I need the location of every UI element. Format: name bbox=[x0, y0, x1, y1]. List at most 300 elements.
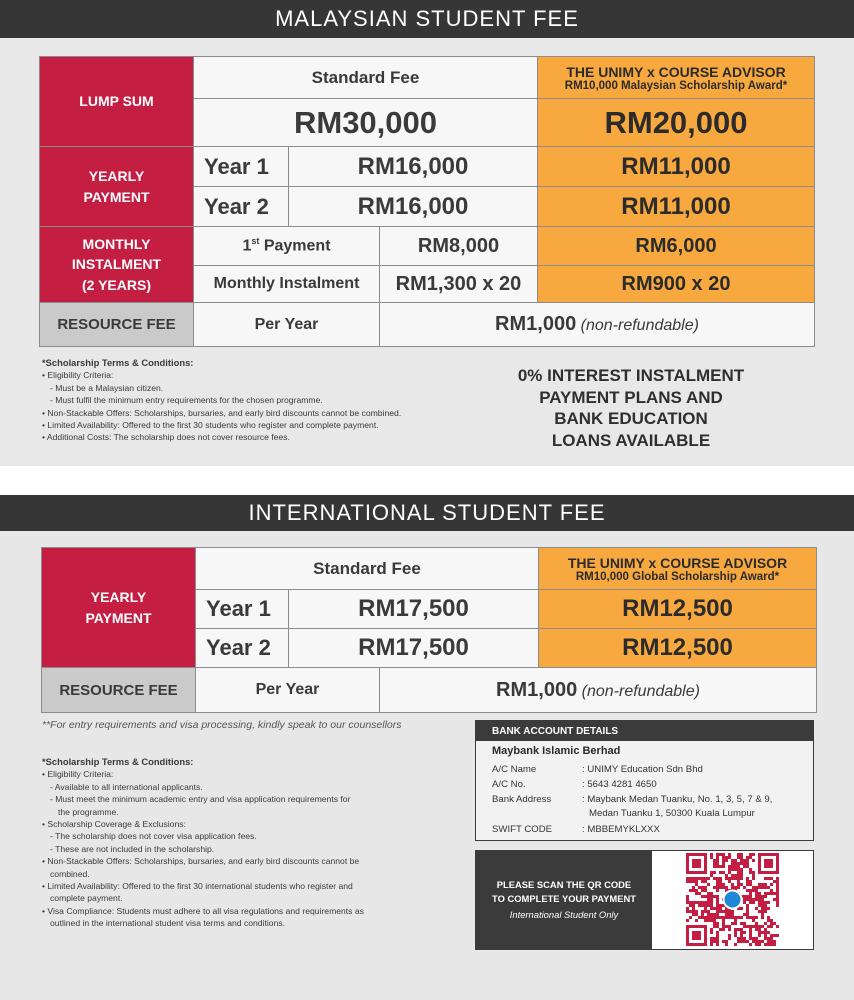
qr-module bbox=[758, 940, 761, 943]
qr-module bbox=[710, 856, 713, 859]
bank-row-address bbox=[492, 793, 802, 821]
qr-module bbox=[758, 931, 761, 934]
qr-module bbox=[713, 871, 716, 874]
qr-module bbox=[725, 916, 728, 919]
qr-module bbox=[686, 919, 689, 922]
bank-row-swift bbox=[492, 823, 802, 837]
resource-fee-value bbox=[380, 303, 815, 347]
qr-module bbox=[758, 898, 761, 901]
qr-module bbox=[737, 916, 740, 919]
year2-offer: RM11,000 bbox=[538, 187, 815, 227]
qr-module bbox=[695, 877, 698, 880]
terms-title: *Scholarship Terms & Conditions: bbox=[42, 756, 194, 767]
qr-module bbox=[755, 922, 758, 925]
qr-module bbox=[737, 937, 740, 940]
qr-module bbox=[698, 904, 701, 907]
qr-module bbox=[749, 883, 752, 886]
qr-module bbox=[701, 910, 704, 913]
qr-module bbox=[710, 919, 713, 922]
qr-module bbox=[764, 934, 767, 937]
qr-module bbox=[719, 916, 722, 919]
qr-module bbox=[755, 937, 758, 940]
qr-module bbox=[713, 907, 716, 910]
terms-line: the programme. bbox=[58, 806, 119, 817]
bank-key: Bank Address bbox=[492, 794, 552, 805]
qr-finder bbox=[692, 859, 701, 868]
qr-module bbox=[707, 883, 710, 886]
qr-module bbox=[716, 853, 719, 856]
qr-module bbox=[764, 910, 767, 913]
terms-line: • Visa Compliance: Students must adhere to all visa regulations and requirements as bbox=[42, 905, 364, 916]
qr-module bbox=[704, 889, 707, 892]
qr-module bbox=[776, 898, 779, 901]
intl-offer-subtitle: RM10,000 Global Scholarship Award* bbox=[575, 570, 780, 583]
qr-module bbox=[704, 907, 707, 910]
qr-module bbox=[701, 901, 704, 904]
qr-module bbox=[749, 901, 752, 904]
bank-row-acname bbox=[492, 763, 802, 777]
qr-module bbox=[737, 871, 740, 874]
qr-module bbox=[773, 898, 776, 901]
qr-module bbox=[707, 913, 710, 916]
qr-module bbox=[743, 886, 746, 889]
qr-module bbox=[758, 910, 761, 913]
qr-module bbox=[764, 937, 767, 940]
terms-line: • Non-Stackable Offers: Scholarships, bursaries, and early bird discounts cannot be combined. bbox=[42, 407, 402, 418]
qr-module bbox=[704, 904, 707, 907]
terms-line: - The scholarship does not cover visa application fees. bbox=[50, 831, 257, 842]
qr-module bbox=[701, 895, 704, 898]
malaysian-terms bbox=[42, 357, 492, 444]
qr-module bbox=[689, 901, 692, 904]
qr-module bbox=[749, 928, 752, 931]
qr-module bbox=[698, 901, 701, 904]
qr-module bbox=[773, 943, 776, 946]
qr-module bbox=[728, 934, 731, 937]
resource-fee-amount: RM1,000 bbox=[495, 313, 577, 335]
qr-code[interactable] bbox=[652, 851, 813, 949]
qr-module bbox=[776, 886, 779, 889]
qr-module bbox=[740, 928, 743, 931]
qr-module bbox=[755, 943, 758, 946]
qr-module bbox=[761, 931, 764, 934]
qr-module bbox=[737, 940, 740, 943]
qr-module bbox=[719, 880, 722, 883]
qr-module bbox=[719, 910, 722, 913]
qr-module bbox=[686, 907, 689, 910]
qr-module bbox=[737, 862, 740, 865]
qr-module bbox=[746, 913, 749, 916]
qr-module bbox=[719, 928, 722, 931]
qr-module bbox=[734, 865, 737, 868]
qr-module bbox=[752, 853, 755, 856]
qr-module bbox=[689, 910, 692, 913]
qr-module bbox=[713, 922, 716, 925]
qr-module bbox=[713, 916, 716, 919]
terms-line: • Non-Stackable Offers: Scholarships, bursaries, and early bird discounts cannot be bbox=[42, 856, 360, 867]
qr-module bbox=[755, 895, 758, 898]
qr-module bbox=[704, 916, 707, 919]
qr-module bbox=[755, 907, 758, 910]
qr-module bbox=[728, 925, 731, 928]
terms-line: - These are not included in the scholarship. bbox=[50, 843, 215, 854]
qr-module bbox=[716, 889, 719, 892]
qr-module bbox=[701, 916, 704, 919]
qr-module bbox=[716, 880, 719, 883]
qr-module bbox=[767, 892, 770, 895]
qr-module bbox=[776, 895, 779, 898]
qr-module bbox=[719, 907, 722, 910]
qr-module bbox=[713, 895, 716, 898]
qr-module bbox=[752, 871, 755, 874]
qr-module bbox=[770, 919, 773, 922]
qr-module bbox=[746, 865, 749, 868]
qr-module bbox=[701, 904, 704, 907]
bank-address-line1: : Maybank Medan Tuanku, No. 1, 3, 5, 7 & 9, bbox=[582, 794, 773, 805]
qr-module bbox=[737, 853, 740, 856]
qr-module bbox=[737, 877, 740, 880]
qr-module bbox=[761, 940, 764, 943]
qr-module bbox=[761, 910, 764, 913]
qr-module bbox=[734, 922, 737, 925]
qr-module bbox=[722, 871, 725, 874]
bank-key: A/C No. bbox=[492, 779, 526, 790]
bank-account-details bbox=[475, 720, 814, 841]
terms-line: outlined in the international student visa terms and conditions. bbox=[50, 918, 286, 929]
qr-module bbox=[692, 913, 695, 916]
qr-module bbox=[710, 874, 713, 877]
qr-module bbox=[692, 889, 695, 892]
qr-module bbox=[731, 865, 734, 868]
intl-standard-fee-header: Standard Fee bbox=[196, 548, 539, 590]
qr-module bbox=[767, 907, 770, 910]
qr-module bbox=[761, 886, 764, 889]
qr-module bbox=[761, 913, 764, 916]
qr-module bbox=[731, 910, 734, 913]
qr-module bbox=[710, 907, 713, 910]
qr-module bbox=[764, 901, 767, 904]
intl-yearly-payment-label: YEARLY PAYMENT bbox=[42, 548, 196, 668]
qr-module bbox=[722, 940, 725, 943]
qr-module bbox=[746, 898, 749, 901]
qr-module bbox=[707, 916, 710, 919]
qr-module bbox=[734, 931, 737, 934]
qr-module bbox=[728, 877, 731, 880]
intl-resource-fee-value bbox=[380, 668, 817, 713]
qr-module bbox=[728, 853, 731, 856]
intl-year1-label: Year 1 bbox=[196, 590, 289, 629]
qr-module bbox=[716, 916, 719, 919]
qr-module bbox=[746, 862, 749, 865]
qr-module bbox=[755, 940, 758, 943]
qr-module bbox=[743, 901, 746, 904]
qr-module bbox=[776, 883, 779, 886]
qr-module bbox=[770, 883, 773, 886]
qr-module bbox=[698, 886, 701, 889]
qr-module bbox=[710, 943, 713, 946]
qr-module bbox=[764, 928, 767, 931]
international-terms bbox=[42, 756, 462, 930]
qr-module bbox=[728, 928, 731, 931]
qr-module bbox=[731, 886, 734, 889]
qr-module bbox=[722, 862, 725, 865]
qr-module bbox=[764, 895, 767, 898]
qr-module bbox=[707, 892, 710, 895]
qr-module bbox=[686, 898, 689, 901]
qr-module bbox=[689, 889, 692, 892]
qr-module bbox=[743, 862, 746, 865]
qr-module bbox=[740, 937, 743, 940]
intl-year2-offer: RM12,500 bbox=[539, 629, 817, 668]
qr-module bbox=[746, 877, 749, 880]
qr-module bbox=[725, 913, 728, 916]
qr-module bbox=[740, 940, 743, 943]
qr-code-icon bbox=[652, 851, 813, 949]
qr-module bbox=[725, 910, 728, 913]
qr-module bbox=[764, 904, 767, 907]
intl-resource-fee-amount: RM1,000 bbox=[496, 678, 578, 701]
qr-module bbox=[707, 904, 710, 907]
qr-module bbox=[716, 940, 719, 943]
qr-module bbox=[713, 859, 716, 862]
qr-module bbox=[731, 877, 734, 880]
qr-module bbox=[773, 892, 776, 895]
intl-resource-fee-label: RESOURCE FEE bbox=[42, 668, 196, 713]
qr-module bbox=[740, 874, 743, 877]
qr-module bbox=[761, 898, 764, 901]
qr-module bbox=[770, 892, 773, 895]
qr-module bbox=[755, 886, 758, 889]
qr-module bbox=[767, 940, 770, 943]
qr-module bbox=[725, 940, 728, 943]
malaysian-fee-table bbox=[39, 56, 815, 347]
bank-key: SWIFT CODE bbox=[492, 824, 553, 835]
qr-module bbox=[704, 895, 707, 898]
first-payment-sup: st bbox=[251, 236, 260, 247]
qr-module bbox=[722, 856, 725, 859]
year1-standard: RM16,000 bbox=[289, 147, 538, 187]
qr-module bbox=[728, 880, 731, 883]
qr-module bbox=[767, 931, 770, 934]
year2-standard: RM16,000 bbox=[289, 187, 538, 227]
qr-module bbox=[716, 904, 719, 907]
qr-module bbox=[749, 892, 752, 895]
qr-module bbox=[761, 901, 764, 904]
first-payment-standard: RM8,000 bbox=[380, 227, 538, 266]
bank-value: : MBBEMYKLXXX bbox=[582, 824, 660, 835]
qr-module bbox=[716, 907, 719, 910]
qr-module bbox=[710, 931, 713, 934]
loans-line: 0% INTEREST INSTALMENT bbox=[517, 366, 745, 385]
qr-module bbox=[746, 895, 749, 898]
qr-module bbox=[740, 916, 743, 919]
yearly-payment-label: YEARLY PAYMENT bbox=[40, 147, 194, 227]
qr-module bbox=[767, 901, 770, 904]
qr-module bbox=[710, 937, 713, 940]
first-payment-num: 1 bbox=[242, 237, 252, 255]
qr-module bbox=[770, 943, 773, 946]
qr-module bbox=[776, 880, 779, 883]
qr-module bbox=[695, 901, 698, 904]
qr-module bbox=[704, 910, 707, 913]
terms-title: *Scholarship Terms & Conditions: bbox=[42, 357, 194, 368]
qr-module bbox=[695, 880, 698, 883]
qr-module bbox=[725, 943, 728, 946]
bank-name: Maybank Islamic Berhad bbox=[492, 745, 621, 757]
qr-module bbox=[698, 916, 701, 919]
qr-module bbox=[716, 931, 719, 934]
qr-module bbox=[746, 907, 749, 910]
qr-module bbox=[758, 883, 761, 886]
qr-module bbox=[773, 940, 776, 943]
qr-module bbox=[770, 889, 773, 892]
qr-module bbox=[710, 871, 713, 874]
qr-module bbox=[704, 919, 707, 922]
qr-module bbox=[740, 907, 743, 910]
qr-module bbox=[728, 916, 731, 919]
intl-non-refundable-note: (non-refundable) bbox=[581, 682, 700, 700]
offer-header bbox=[538, 57, 815, 99]
qr-module bbox=[752, 937, 755, 940]
qr-module bbox=[710, 940, 713, 943]
qr-module bbox=[704, 877, 707, 880]
standard-fee-header: Standard Fee bbox=[194, 57, 538, 99]
qr-module bbox=[695, 889, 698, 892]
qr-module bbox=[716, 883, 719, 886]
terms-line: • Limited Availability: Offered to the first 30 students who register and complete payment. bbox=[42, 420, 379, 431]
qr-module bbox=[722, 910, 725, 913]
international-banner-text: INTERNATIONAL STUDENT FEE bbox=[248, 500, 606, 525]
loans-line: LOANS AVAILABLE bbox=[551, 430, 711, 450]
qr-module bbox=[758, 928, 761, 931]
qr-module bbox=[734, 928, 737, 931]
loans-line: BANK EDUCATION bbox=[554, 409, 708, 428]
qr-module bbox=[749, 889, 752, 892]
qr-module bbox=[740, 868, 743, 871]
qr-module bbox=[722, 883, 725, 886]
qr-module bbox=[758, 934, 761, 937]
qr-module bbox=[758, 901, 761, 904]
qr-module bbox=[770, 877, 773, 880]
qr-module bbox=[743, 931, 746, 934]
intl-offer-title: THE UNIMY x COURSE ADVISOR bbox=[567, 554, 788, 571]
qr-module bbox=[758, 886, 761, 889]
qr-module bbox=[695, 892, 698, 895]
qr-module bbox=[713, 919, 716, 922]
qr-module bbox=[728, 871, 731, 874]
qr-module bbox=[716, 856, 719, 859]
qr-module bbox=[776, 904, 779, 907]
qr-module bbox=[716, 925, 719, 928]
qr-module bbox=[707, 877, 710, 880]
year2-label: Year 2 bbox=[194, 187, 289, 227]
bank-key: A/C Name bbox=[492, 764, 537, 775]
qr-module bbox=[686, 880, 689, 883]
intl-per-year-label: Per Year bbox=[196, 668, 380, 713]
qr-module bbox=[743, 913, 746, 916]
qr-module bbox=[725, 856, 728, 859]
qr-module bbox=[764, 886, 767, 889]
qr-module bbox=[716, 862, 719, 865]
qr-module bbox=[740, 922, 743, 925]
qr-module bbox=[716, 901, 719, 904]
qr-module bbox=[743, 895, 746, 898]
qr-module bbox=[749, 925, 752, 928]
qr-module bbox=[743, 940, 746, 943]
qr-module bbox=[737, 928, 740, 931]
qr-module bbox=[755, 928, 758, 931]
qr-module bbox=[704, 880, 707, 883]
qr-module bbox=[755, 916, 758, 919]
qr-module bbox=[710, 895, 713, 898]
qr-module bbox=[746, 940, 749, 943]
qr-module bbox=[701, 880, 704, 883]
qr-module bbox=[761, 907, 764, 910]
qr-module bbox=[746, 904, 749, 907]
qr-module bbox=[749, 880, 752, 883]
qr-module bbox=[725, 859, 728, 862]
qr-module bbox=[740, 856, 743, 859]
qr-module bbox=[758, 892, 761, 895]
qr-module bbox=[737, 868, 740, 871]
qr-module bbox=[692, 901, 695, 904]
terms-line: • Scholarship Coverage & Exclusions: bbox=[42, 819, 186, 830]
qr-module bbox=[737, 856, 740, 859]
monthly-l2: INSTALMENT bbox=[71, 256, 162, 273]
intl-offer-header bbox=[539, 548, 817, 590]
first-payment-text: Payment bbox=[259, 237, 331, 255]
qr-module bbox=[776, 892, 779, 895]
qr-module bbox=[776, 934, 779, 937]
qr-module bbox=[758, 925, 761, 928]
qr-module bbox=[740, 859, 743, 862]
bank-header: BANK ACCOUNT DETAILS bbox=[476, 721, 813, 741]
qr-instructions bbox=[476, 851, 652, 949]
qr-line1: PLEASE SCAN THE QR CODE bbox=[496, 879, 632, 891]
international-banner bbox=[0, 495, 854, 531]
qr-module bbox=[752, 901, 755, 904]
qr-module bbox=[734, 886, 737, 889]
intl-year2-label: Year 2 bbox=[196, 629, 289, 668]
qr-module bbox=[692, 880, 695, 883]
qr-module bbox=[707, 919, 710, 922]
qr-module bbox=[776, 877, 779, 880]
qr-finder bbox=[764, 859, 773, 868]
qr-module bbox=[689, 880, 692, 883]
qr-module bbox=[749, 898, 752, 901]
intl-year1-standard: RM17,500 bbox=[289, 590, 539, 629]
qr-module bbox=[695, 913, 698, 916]
qr-module bbox=[722, 865, 725, 868]
qr-module bbox=[773, 922, 776, 925]
qr-module bbox=[752, 916, 755, 919]
qr-module bbox=[692, 886, 695, 889]
terms-line: - Must be a Malaysian citizen. bbox=[50, 382, 164, 393]
year1-offer: RM11,000 bbox=[538, 147, 815, 187]
qr-module bbox=[713, 877, 716, 880]
qr-module bbox=[767, 877, 770, 880]
qr-module bbox=[746, 889, 749, 892]
qr-module bbox=[695, 919, 698, 922]
qr-module bbox=[686, 877, 689, 880]
monthly-standard: RM1,300 x 20 bbox=[380, 266, 538, 303]
qr-module bbox=[767, 919, 770, 922]
bank-value: : 5643 4281 4650 bbox=[582, 779, 657, 790]
qr-module bbox=[773, 880, 776, 883]
qr-module bbox=[722, 853, 725, 856]
qr-module bbox=[713, 862, 716, 865]
qr-module bbox=[767, 937, 770, 940]
